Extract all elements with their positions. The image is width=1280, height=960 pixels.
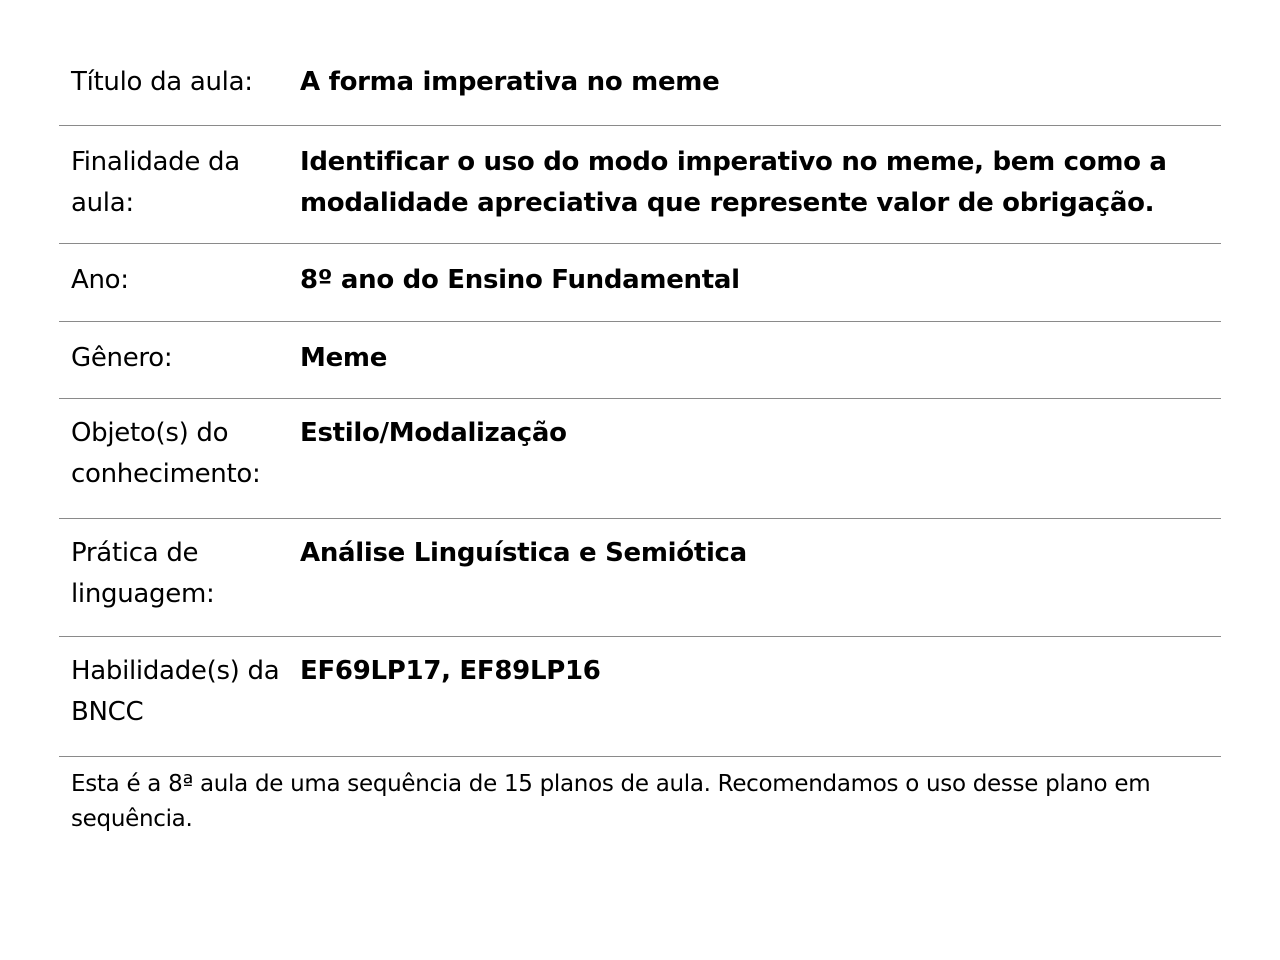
sequence-footnote: Esta é a 8ª aula de uma sequência de 15 planos de aula. Recomendamos o uso desse plano em sequência. (71, 771, 1151, 832)
row-year (59, 244, 1221, 322)
genre-label: Gênero: (71, 343, 173, 373)
language-practice-value: Análise Linguística e Semiótica (300, 538, 747, 568)
language-practice-label: Prática de linguagem: (71, 538, 215, 609)
row-lesson-purpose (59, 126, 1221, 244)
lesson-title-label: Título da aula: (71, 67, 253, 97)
row-genre (59, 322, 1221, 399)
bncc-skills-label: Habilidade(s) da BNCC (71, 656, 280, 727)
row-knowledge-objects (59, 399, 1221, 519)
row-language-practice (59, 519, 1221, 637)
lesson-title-value: A forma imperativa no meme (300, 67, 720, 97)
year-label: Ano: (71, 265, 129, 295)
year-value: 8º ano do Ensino Fundamental (300, 265, 740, 295)
knowledge-objects-label: Objeto(s) do conhecimento: (71, 418, 261, 489)
lesson-purpose-label: Finalidade da aula: (71, 147, 240, 218)
bncc-skills-value: EF69LP17, EF89LP16 (300, 656, 601, 686)
genre-value: Meme (300, 343, 388, 373)
row-bncc-skills (59, 637, 1221, 757)
lesson-plan-table (59, 46, 1221, 837)
lesson-purpose-value: Identificar o uso do modo imperativo no meme, bem como a modalidade apreciativa que represente valor de obrigação. (300, 147, 1167, 218)
knowledge-objects-value: Estilo/Modalização (300, 418, 567, 448)
row-lesson-title (59, 46, 1221, 126)
